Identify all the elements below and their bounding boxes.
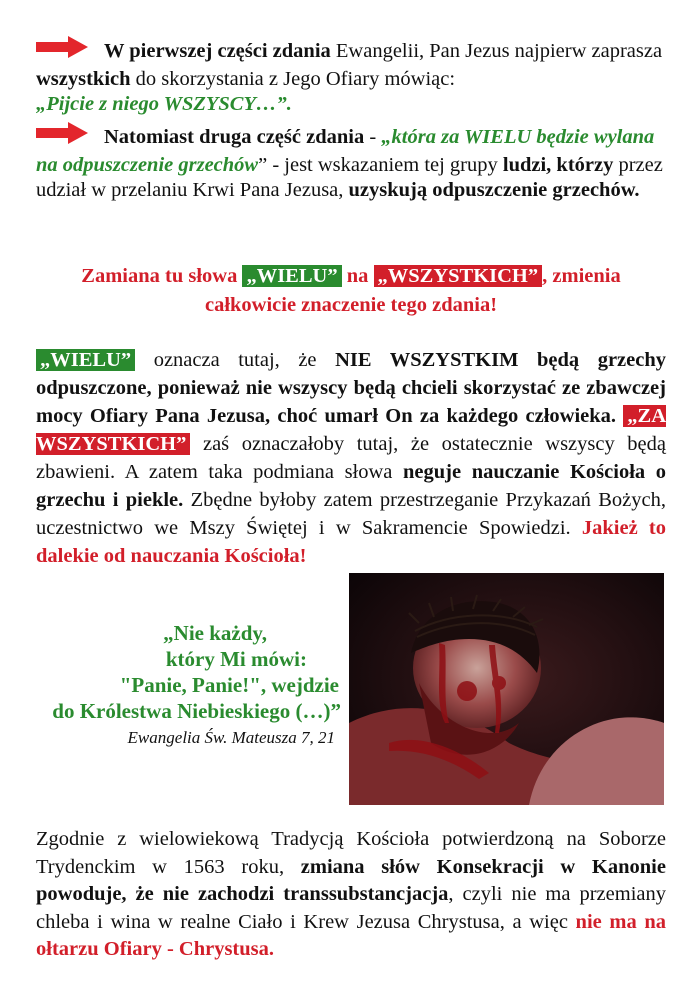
quote-drink-all: „Pijcie z niego WSZYSCY…”. bbox=[36, 93, 292, 115]
tag-wielu: „WIELU” bbox=[36, 349, 135, 371]
scripture-quote: „Nie każdy, który Mi mówi: "Panie, Panie!", wejdzie do Królestwa Niebieskiego (…)” Ewangelia Św. Mateusza 7, 21 bbox=[36, 620, 341, 751]
first-part-heading: W pierwszej części zdania bbox=[104, 40, 331, 63]
right-arrow-icon bbox=[36, 36, 88, 65]
crucifixion-photo bbox=[349, 573, 664, 805]
emphasis-far-from-teaching: Jakież to dalekie od nauczania Kościoła! bbox=[36, 517, 666, 567]
quote-for-many: „która za WIELU będzie wylana na odpuszczenie grzechów bbox=[36, 126, 655, 176]
quote-source: Ewangelia Św. Mateusza 7, 21 bbox=[127, 728, 335, 747]
paragraph-first-part: W pierwszej części zdania Ewangelii, Pan Jezus najpierw zaprasza wszystkich do skorzystania z Jego Ofiary mówiąc: „Pijcie z niego WSZYSCY…”. bbox=[36, 38, 666, 117]
paragraph-second-part: Natomiast druga część zdania - „która za WIELU będzie wylana na odpuszczenie grzechów” - jest wskazaniem tej grupy ludzi, którzy przez udział w przelaniu Krwi Pana Jezusa, uzyskują odpuszczenie grzechów. bbox=[36, 124, 666, 203]
tag-wielu: „WIELU” bbox=[242, 265, 341, 287]
right-arrow-icon bbox=[36, 122, 88, 151]
paragraph-wielu-meaning: „WIELU” oznacza tutaj, że NIE WSZYSTKIM będą grzechy odpuszczone, ponieważ nie wszyscy będą chcieli skorzystać ze zbawczej mocy Ofiary Pana Jezusa, choć umarł On za każdego człowieka. „ZA WSZYSTKICH” zaś oznaczałoby tutaj, że ostatecznie wszyscy będą zbawieni. A zatem taka podmiana słowa neguje nauczanie Kościoła o grzechu i piekle. Zbędne byłoby zatem przestrzeganie Przykazań Bożych, uczestnictwo we Mszy Świętej i w Sakramencie Spowiedzi. Jakież to dalekie od nauczania Kościoła! bbox=[36, 349, 667, 567]
headline-change-meaning: Zamiana tu słowa „WIELU” na „WSZYSTKICH” , zmienia całkowicie znaczenie tego zdania! bbox=[81, 265, 621, 316]
tag-wszystkich: „WSZYSTKICH” bbox=[374, 265, 543, 287]
second-part-heading: Natomiast druga część zdania bbox=[104, 126, 365, 149]
paragraph-tradition: Zgodnie z wielowiekową Tradycją Kościoła potwierdzoną na Soborze Trydenckim w 1563 roku, zmiana słów Konsekracji w Kanonie powoduje, że nie zachodzi transsubstancjacja, czyli nie ma przemiany chleba i wina w realne Ciało i Krew Jezusa Chrystusa, a więc nie ma na ołtarzu Ofiary - Chrystusa. bbox=[36, 828, 666, 960]
emphasis-no-sacrifice: nie ma na ołtarzu Ofiary - Chrystusa. bbox=[36, 910, 666, 960]
tag-za-wszystkich: „ZA WSZYSTKICH” bbox=[36, 405, 667, 455]
